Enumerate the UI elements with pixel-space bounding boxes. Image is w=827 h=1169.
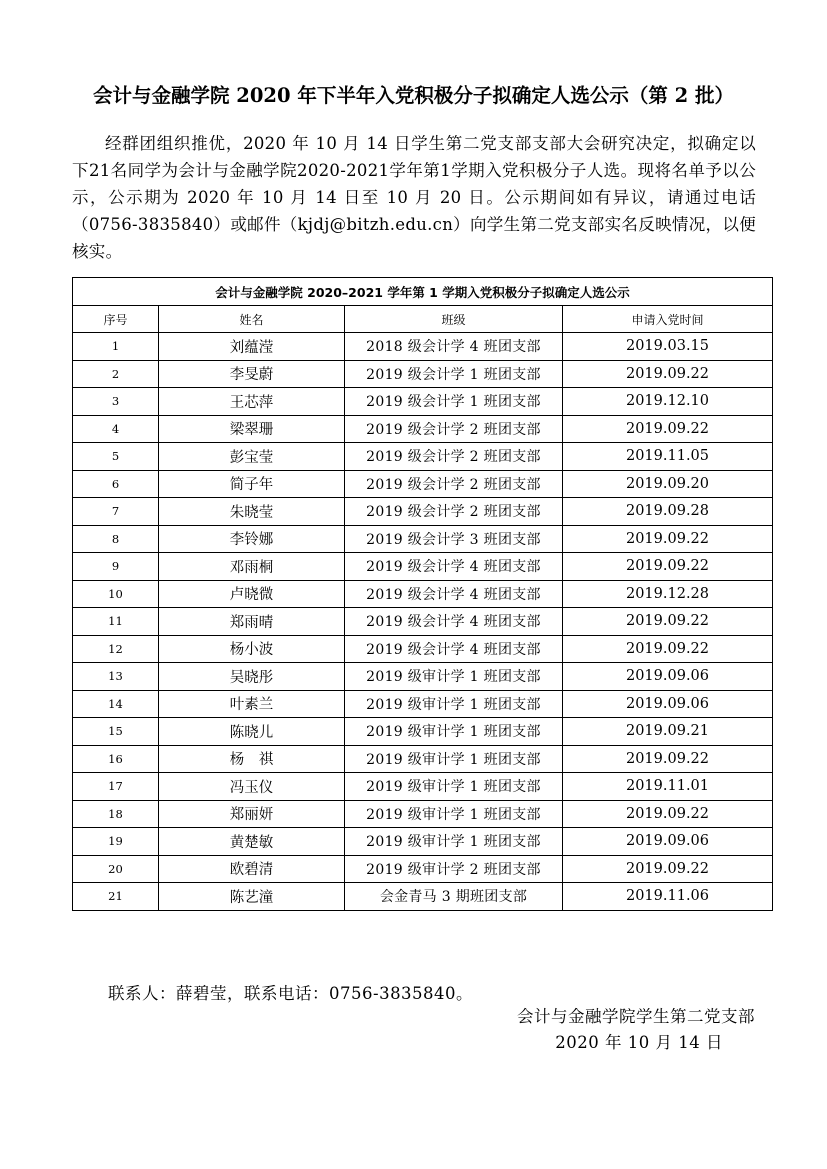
- table-row: [73, 580, 773, 608]
- table-row: [73, 415, 773, 443]
- cell-name: 邓雨桐: [159, 553, 345, 581]
- cell-class: 2019 级审计学 1 班团支部: [345, 800, 563, 828]
- cell-apply-date: 2019.11.01: [563, 773, 773, 801]
- cell-serial: 12: [73, 635, 159, 663]
- cell-serial: 5: [73, 443, 159, 471]
- table-row: [73, 608, 773, 636]
- cell-serial: 15: [73, 718, 159, 746]
- table-row: [73, 553, 773, 581]
- table-body: [73, 333, 773, 911]
- table-row: [73, 333, 773, 361]
- cell-name: 卢晓微: [159, 580, 345, 608]
- cell-serial: 8: [73, 525, 159, 553]
- cell-apply-date: 2019.09.22: [563, 745, 773, 773]
- cell-name: 简子年: [159, 470, 345, 498]
- candidate-table: [72, 277, 773, 911]
- cell-name: 梁翠珊: [159, 415, 345, 443]
- cell-class: 2019 级会计学 2 班团支部: [345, 498, 563, 526]
- cell-name: 吴晓彤: [159, 663, 345, 691]
- table-row: [73, 883, 773, 911]
- cell-serial: 9: [73, 553, 159, 581]
- cell-class: 2019 级会计学 2 班团支部: [345, 415, 563, 443]
- cell-apply-date: 2019.12.28: [563, 580, 773, 608]
- announcement-paragraph: 经群团组织推优，2020 年 10 月 14 日学生第二党支部支部大会研究决定，拟确定以下21名同学为会计与金融学院2020-2021学年第1学期入党积极分子人选。现将名单予以公示，公示期为 2020 年 10 月 14 日至 10 月 20 日。公示期间如有异议，请通过电话（0756-3835840）或邮件（kjdj@bitzh.edu.cn）向学生第二党支部实名反映情况，以便核实。: [72, 134, 756, 261]
- header-serial: 序号: [73, 306, 159, 333]
- table-row: [73, 635, 773, 663]
- cell-serial: 18: [73, 800, 159, 828]
- signature-organization: 会计与金融学院学生第二党支部: [517, 1007, 755, 1026]
- table-row: [73, 690, 773, 718]
- cell-apply-date: 2019.09.21: [563, 718, 773, 746]
- cell-name: 郑雨晴: [159, 608, 345, 636]
- table-row: [73, 525, 773, 553]
- cell-serial: 6: [73, 470, 159, 498]
- header-class: 班级: [345, 306, 563, 333]
- header-apply-date: 申请入党时间: [563, 306, 773, 333]
- cell-serial: 1: [73, 333, 159, 361]
- table-header-row: [73, 306, 773, 333]
- table-row: [73, 855, 773, 883]
- cell-apply-date: 2019.09.28: [563, 498, 773, 526]
- table-row: [73, 773, 773, 801]
- cell-class: 2019 级审计学 1 班团支部: [345, 745, 563, 773]
- cell-serial: 11: [73, 608, 159, 636]
- cell-serial: 16: [73, 745, 159, 773]
- cell-class: 2019 级会计学 1 班团支部: [345, 360, 563, 388]
- cell-apply-date: 2019.11.05: [563, 443, 773, 471]
- cell-class: 2019 级会计学 4 班团支部: [345, 553, 563, 581]
- cell-serial: 2: [73, 360, 159, 388]
- table-row: [73, 388, 773, 416]
- cell-serial: 14: [73, 690, 159, 718]
- table-caption: 会计与金融学院 2020–2021 学年第 1 学期入党积极分子拟确定人选公示: [73, 278, 773, 306]
- table-row: [73, 498, 773, 526]
- cell-class: 2019 级会计学 2 班团支部: [345, 470, 563, 498]
- cell-class: 2019 级审计学 1 班团支部: [345, 718, 563, 746]
- cell-serial: 17: [73, 773, 159, 801]
- cell-name: 郑丽妍: [159, 800, 345, 828]
- table-row: [73, 360, 773, 388]
- cell-apply-date: 2019.09.22: [563, 635, 773, 663]
- cell-name: 彭宝莹: [159, 443, 345, 471]
- cell-apply-date: 2019.09.22: [563, 525, 773, 553]
- cell-class: 2019 级会计学 2 班团支部: [345, 443, 563, 471]
- cell-name: 叶素兰: [159, 690, 345, 718]
- cell-class: 2019 级会计学 3 班团支部: [345, 525, 563, 553]
- table-row: [73, 800, 773, 828]
- cell-apply-date: 2019.12.10: [563, 388, 773, 416]
- cell-serial: 3: [73, 388, 159, 416]
- cell-class: 2019 级会计学 4 班团支部: [345, 635, 563, 663]
- cell-serial: 4: [73, 415, 159, 443]
- cell-apply-date: 2019.09.22: [563, 553, 773, 581]
- cell-apply-date: 2019.09.22: [563, 608, 773, 636]
- cell-serial: 19: [73, 828, 159, 856]
- cell-apply-date: 2019.03.15: [563, 333, 773, 361]
- cell-name: 欧碧清: [159, 855, 345, 883]
- cell-name: 陈晓儿: [159, 718, 345, 746]
- cell-class: 2019 级审计学 1 班团支部: [345, 690, 563, 718]
- cell-class: 2018 级会计学 4 班团支部: [345, 333, 563, 361]
- cell-name: 王芯萍: [159, 388, 345, 416]
- cell-class: 2019 级审计学 1 班团支部: [345, 828, 563, 856]
- cell-name: 刘蕴滢: [159, 333, 345, 361]
- cell-apply-date: 2019.09.22: [563, 800, 773, 828]
- cell-apply-date: 2019.09.20: [563, 470, 773, 498]
- cell-name: 冯玉仪: [159, 773, 345, 801]
- cell-apply-date: 2019.09.06: [563, 663, 773, 691]
- cell-serial: 20: [73, 855, 159, 883]
- table-row: [73, 718, 773, 746]
- document-title: 会计与金融学院 2020 年下半年入党积极分子拟确定人选公示（第 2 批）: [93, 84, 734, 107]
- cell-class: 2019 级会计学 4 班团支部: [345, 580, 563, 608]
- cell-name: 李旻蔚: [159, 360, 345, 388]
- table-row: [73, 663, 773, 691]
- cell-name: 李铃娜: [159, 525, 345, 553]
- cell-apply-date: 2019.09.22: [563, 415, 773, 443]
- cell-apply-date: 2019.11.06: [563, 883, 773, 911]
- signature-date: 2020 年 10 月 14 日: [555, 1033, 723, 1052]
- cell-class: 2019 级会计学 4 班团支部: [345, 608, 563, 636]
- cell-class: 2019 级审计学 2 班团支部: [345, 855, 563, 883]
- cell-name: 杨小波: [159, 635, 345, 663]
- cell-name: 陈艺潼: [159, 883, 345, 911]
- contact-line: 联系人：薛碧莹，联系电话：0756-3835840。: [108, 984, 474, 1003]
- cell-class: 2019 级审计学 1 班团支部: [345, 663, 563, 691]
- table-row: [73, 828, 773, 856]
- cell-name: 黄楚敏: [159, 828, 345, 856]
- cell-name: 朱晓莹: [159, 498, 345, 526]
- cell-serial: 10: [73, 580, 159, 608]
- table-row: [73, 470, 773, 498]
- cell-class: 会金青马 3 期班团支部: [345, 883, 563, 911]
- table-row: [73, 745, 773, 773]
- cell-serial: 7: [73, 498, 159, 526]
- cell-class: 2019 级会计学 1 班团支部: [345, 388, 563, 416]
- table-caption-row: [73, 278, 773, 306]
- cell-apply-date: 2019.09.22: [563, 855, 773, 883]
- cell-apply-date: 2019.09.06: [563, 828, 773, 856]
- cell-serial: 13: [73, 663, 159, 691]
- cell-apply-date: 2019.09.06: [563, 690, 773, 718]
- cell-class: 2019 级审计学 1 班团支部: [345, 773, 563, 801]
- cell-serial: 21: [73, 883, 159, 911]
- table-row: [73, 443, 773, 471]
- header-name: 姓名: [159, 306, 345, 333]
- cell-apply-date: 2019.09.22: [563, 360, 773, 388]
- cell-name: 杨 祺: [159, 745, 345, 773]
